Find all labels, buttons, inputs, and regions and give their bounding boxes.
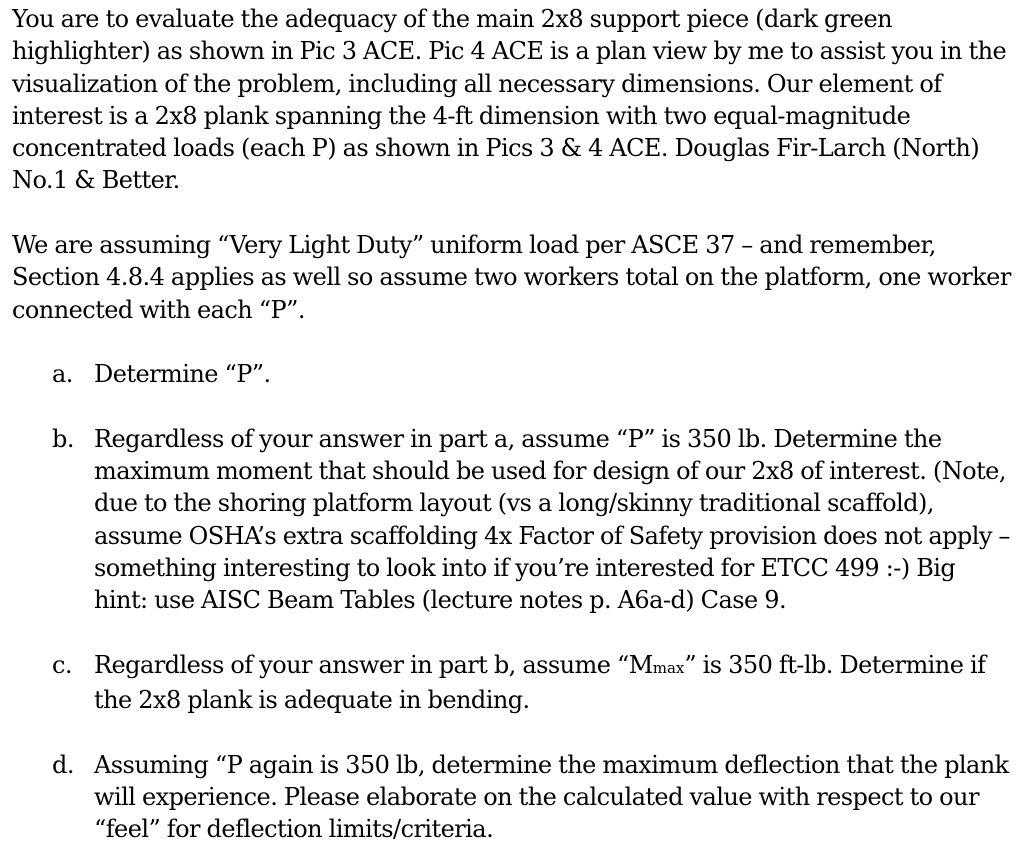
question-b: [12, 423, 1012, 617]
question-b-text: Regardless of your answer in part a, assume “P” is 350 lb. Determine the maximum moment that should be used for design of our 2x8 of interest. (Note, due to the shoring platform layout (vs a long/skinny traditional scaffold), assume OSHA’s extra scaffolding 4x Factor of Safety provision does not apply – something interesting to look into if you’re interested for ETCC 499 :-) Big hint: use AISC Beam Tables (lecture notes p. A6a-d) Case 9.: [94, 424, 1010, 615]
document-page: [12, 3, 1012, 846]
question-a-text: Determine “P”.: [94, 360, 271, 389]
assumption-paragraph: We are assuming “Very Light Duty” uniform load per ASCE 37 – and remember, Section 4.8.4 applies as well so assume two workers total on the platform, one worker connected with each “P”.: [12, 231, 1011, 324]
question-c-text-before: Regardless of your answer in part b, assume “M: [94, 650, 653, 679]
question-c-label: c.: [52, 650, 72, 679]
question-c: [12, 649, 1012, 717]
question-c-subscript: max: [652, 658, 685, 677]
question-a-label: a.: [52, 360, 73, 389]
question-list: [12, 358, 1012, 845]
question-c-text-after: ” is 350 ft-lb. Determine if the 2x8 plank is adequate in bending.: [94, 650, 986, 715]
question-d: [12, 749, 1012, 846]
question-d-label: d.: [52, 750, 74, 779]
intro-paragraph: You are to evaluate the adequacy of the main 2x8 support piece (dark green highlighter) as shown in Pic 3 ACE. Pic 4 ACE is a plan view by me to assist you in the visualization of the problem, including all necessary dimensions. Our element of interest is a 2x8 plank spanning the 4-ft dimension with two equal-magnitude concentrated loads (each P) as shown in Pics 3 & 4 ACE. Douglas Fir-Larch (North) No.1 & Better.: [12, 5, 1007, 195]
question-a: [12, 358, 1012, 390]
question-d-text: Assuming “P again is 350 lb, determine the maximum deflection that the plank will experience. Please elaborate on the calculated value with respect to our “feel” for deflection limits/criteria.: [94, 750, 1009, 844]
question-b-label: b.: [52, 424, 74, 453]
